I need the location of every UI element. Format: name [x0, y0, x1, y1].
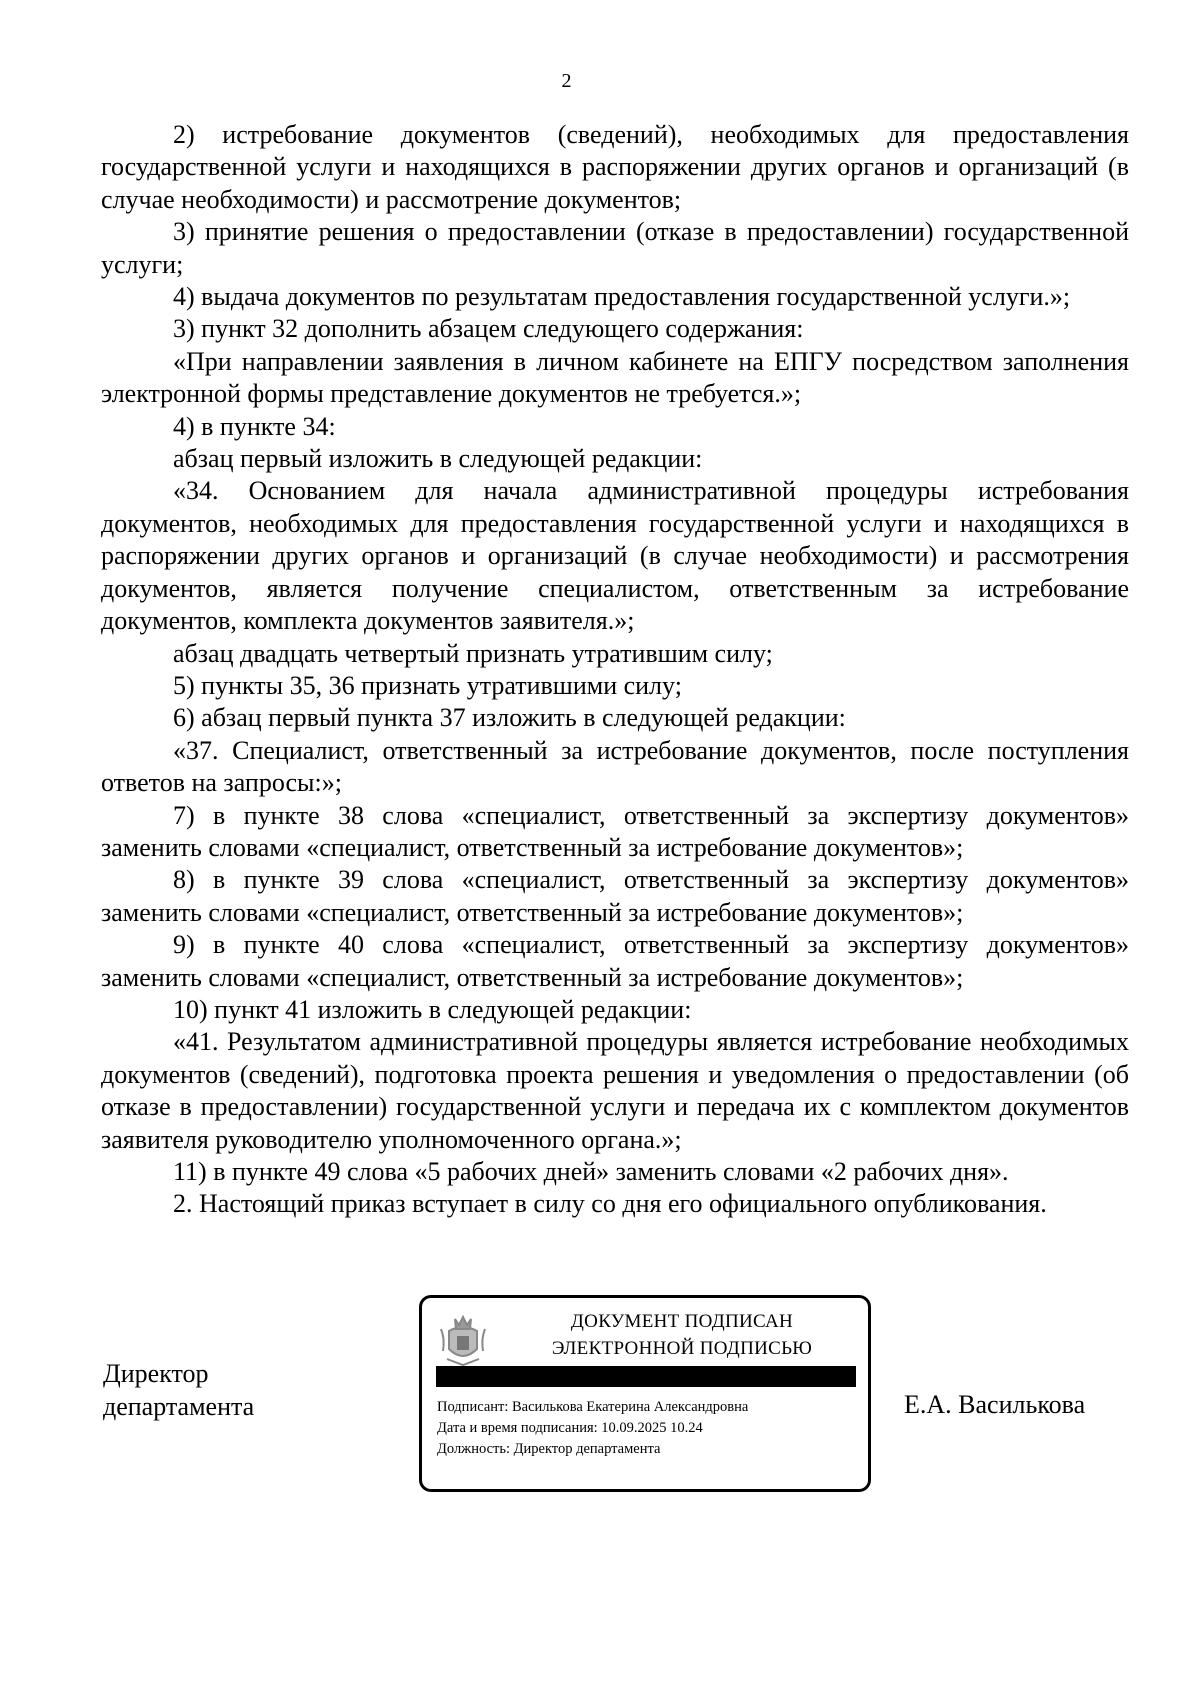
page-number: 2 [561, 70, 572, 92]
stamp-title-line: ДОКУМЕНТ ПОДПИСАН [570, 1311, 794, 1332]
stamp-title [502, 1308, 862, 1362]
signatory-title [103, 1357, 254, 1423]
paragraph: «37. Специалист, ответственный за истребование документов, после поступления ответов на запросы:»; [101, 735, 1129, 798]
stamp-title-line: ЭЛЕКТРОННОЙ ПОДПИСЬЮ [551, 1338, 813, 1359]
paragraph: 4) в пункте 34: [173, 411, 336, 441]
paragraph: абзац двадцать четвертый признать утратившим силу; [173, 638, 773, 668]
paragraph: 3) принятие решения о предоставлении (отказе в предоставлении) государственной услуги; [101, 217, 1129, 279]
electronic-signature-stamp [419, 1295, 871, 1492]
paragraph: 7) в пункте 38 слова «специалист, ответственный за экспертизу документов» заменить словами «специалист, ответственный за истребование документов»; [101, 800, 1129, 862]
paragraph: 5) пункты 35, 36 признать утратившими силу; [173, 670, 682, 700]
stamp-details [437, 1397, 862, 1460]
paragraph: «41. Результатом административной процедуры является истребование необходимых документов (сведений), подготовка проекта решения и уведомления о предоставлении (об отказе в предоставлении) государственной услуги и передача их с комплектом документов заявителя руководителю уполномоченного органа.»; [101, 1027, 1129, 1154]
paragraph: 11) в пункте 49 слова «5 рабочих дней» заменить словами «2 рабочих дня». [173, 1157, 1009, 1186]
coat-of-arms-icon [435, 1309, 491, 1369]
paragraph: «34. Основанием для начала административной процедуры истребования документов, необходимых для предоставления государственной услуги и находящихся в распоряжении других органов и организаций (в случае необходимости) и рассмотрения документов, является получение специалистом, ответственным за истребование документов, комплекта документов заявителя.»; [101, 476, 1129, 636]
signatory-title-line: Директор [103, 1359, 209, 1388]
paragraph: абзац первый изложить в следующей редакции: [173, 444, 703, 474]
paragraph: 3) пункт 32 дополнить абзацем следующего содержания: [173, 314, 804, 344]
paragraph: 4) выдача документов по результатам предоставления государственной услуги.»; [173, 282, 1071, 312]
signatory-name: Е.А. Василькова [904, 1390, 1086, 1419]
paragraph: 2. Настоящий приказ вступает в силу со дня его официального опубликования. [173, 1189, 1047, 1219]
paragraph: «При направлении заявления в личном кабинете на ЕПГУ посредством заполнения электронной формы представление документов не требуется.»; [101, 346, 1129, 409]
paragraph: 9) в пункте 40 слова «специалист, ответственный за экспертизу документов» заменить словами «специалист, ответственный за истребование документов»; [101, 930, 1129, 992]
paragraph: 2) истребование документов (сведений), необходимых для предоставления государственной услуги и находящихся в распоряжении других органов и организаций (в случае необходимости) и рассмотрение документов; [101, 120, 1129, 214]
paragraph: 10) пункт 41 изложить в следующей редакции: [173, 994, 692, 1024]
certificate-redaction-bar [436, 1366, 856, 1387]
signatory-title-line: департамента [103, 1392, 255, 1421]
stamp-datetime: Дата и время подписания: 10.09.2025 10.24 [437, 1420, 703, 1436]
paragraph: 6) абзац первый пункта 37 изложить в следующей редакции: [173, 703, 846, 733]
stamp-signer: Подписант: Василькова Екатерина Александровна [437, 1399, 749, 1415]
stamp-position: Должность: Директор департамента [437, 1441, 661, 1457]
document-body [101, 119, 1129, 1221]
paragraph: 8) в пункте 39 слова «специалист, ответственный за экспертизу документов» заменить словами «специалист, ответственный за истребование документов»; [101, 865, 1129, 927]
